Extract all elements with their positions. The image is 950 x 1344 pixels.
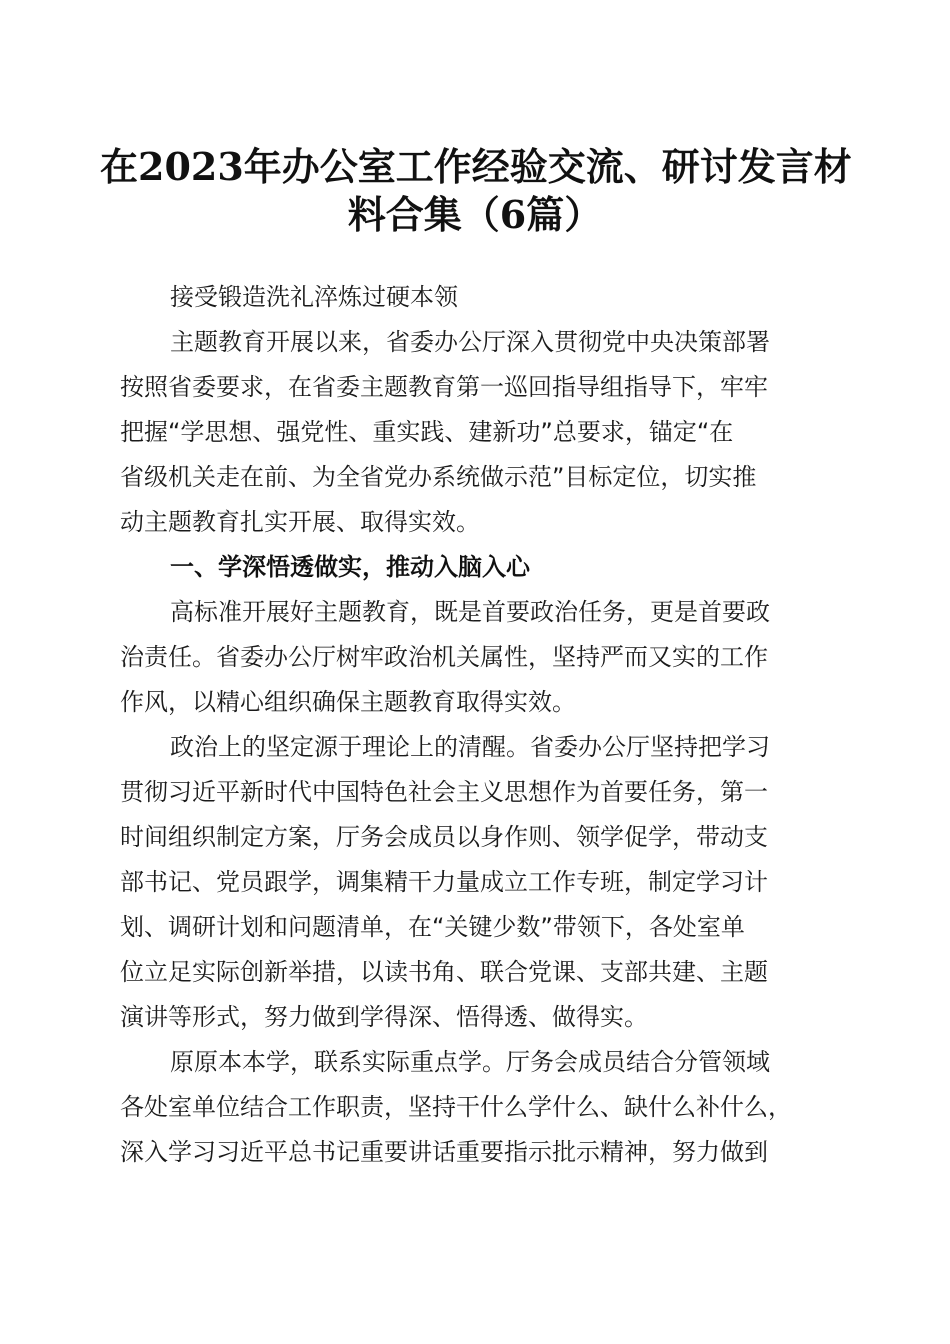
paragraph-4-line-3: 深入学习习近平总书记重要讲话重要指示批示精神，努力做到: [120, 1138, 768, 1166]
paragraph-1-line-1: 主题教育开展以来，省委办公厅深入贯彻党中央决策部署: [170, 328, 770, 356]
paragraph-4-line-1: 原原本本学，联系实际重点学。厅务会成员结合分管领域: [170, 1048, 770, 1076]
paragraph-2-line-1: 高标准开展好主题教育，既是首要政治任务，更是首要政: [170, 598, 770, 626]
paragraph-3-line-5: 划、调研计划和问题清单，在“关键少数”带领下，各处室单: [120, 913, 745, 941]
paragraph-2-line-2: 治责任。省委办公厅树牢政治机关属性，坚持严而又实的工作: [120, 643, 768, 671]
paragraph-4-line-2: 各处室单位结合工作职责，坚持干什么学什么、缺什么补什么，: [120, 1093, 792, 1121]
paragraph-3-line-7: 演讲等形式，努力做到学得深、悟得透、做得实。: [120, 1003, 648, 1031]
section-1-heading: 一、学深悟透做实，推动入脑入心: [170, 553, 530, 581]
paragraph-3-line-4: 部书记、党员跟学，调集精干力量成立工作专班，制定学习计: [120, 868, 768, 896]
paragraph-1-line-4: 省级机关走在前、为全省党办系统做示范”目标定位，切实推: [120, 463, 757, 491]
paragraph-3-line-1: 政治上的坚定源于理论上的清醒。省委办公厅坚持把学习: [170, 733, 770, 761]
paragraph-3-line-2: 贯彻习近平新时代中国特色社会主义思想作为首要任务，第一: [120, 778, 768, 806]
paragraph-1-line-5: 动主题教育扎实开展、取得实效。: [120, 508, 480, 536]
paragraph-3-line-6: 位立足实际创新举措，以读书角、联合党课、支部共建、主题: [120, 958, 768, 986]
document-subtitle: 接受锻造洗礼淬炼过硬本领: [170, 283, 458, 311]
paragraph-1-line-3: 把握“学思想、强党性、重实践、建新功”总要求，锚定“在: [120, 418, 734, 446]
document-title-line-2: 料合集（6篇）: [347, 192, 603, 237]
document-title-line-1: 在2023年办公室工作经验交流、研讨发言材: [100, 144, 852, 189]
paragraph-1-line-2: 按照省委要求，在省委主题教育第一巡回指导组指导下，牢牢: [120, 373, 768, 401]
paragraph-2-line-3: 作风，以精心组织确保主题教育取得实效。: [120, 688, 576, 716]
paragraph-3-line-3: 时间组织制定方案，厅务会成员以身作则、领学促学，带动支: [120, 823, 768, 851]
